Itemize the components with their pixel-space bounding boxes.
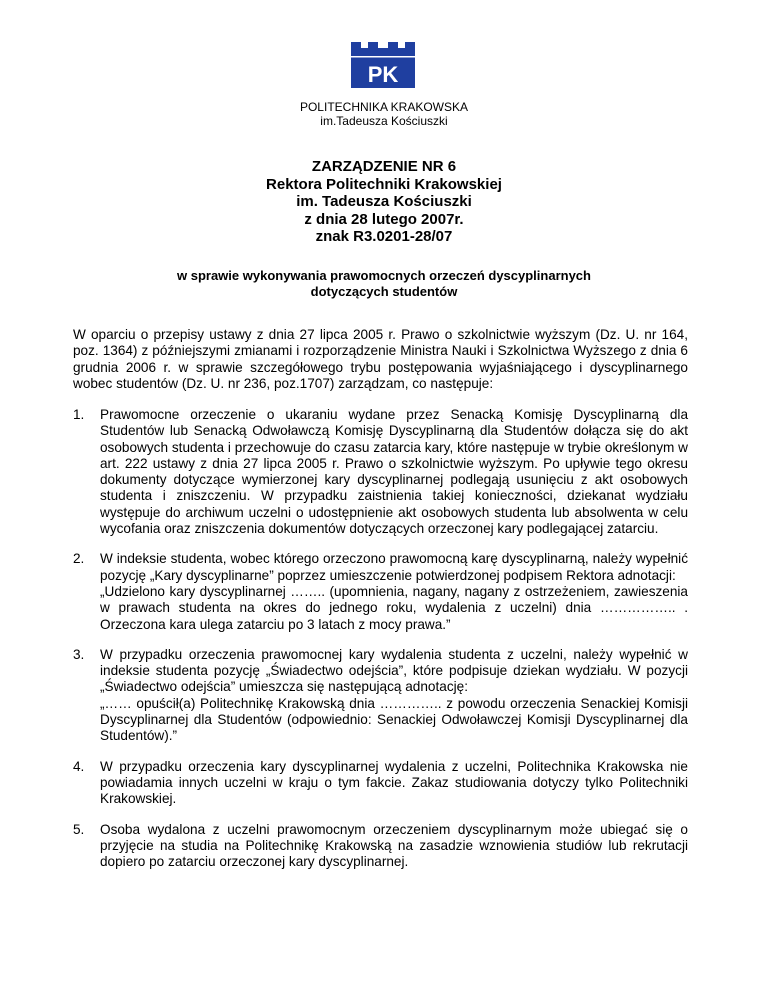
item-number: 2. xyxy=(73,551,85,567)
subject-line: w sprawie wykonywania prawomocnych orzeczeń dyscyplinarnych xyxy=(177,268,591,283)
title-line: znak R3.0201-28/07 xyxy=(315,228,453,245)
item-number: 3. xyxy=(73,646,85,662)
regulation-list xyxy=(73,407,688,884)
item-text: W indeksie studenta, wobec którego orzeczono prawomocną karę dyscyplinarną, należy wypełnić pozycję „Kary dyscyplinarne” poprzez umieszczenie potwierdzonej podpisem Rektora adnotacji: xyxy=(100,551,688,583)
university-logo xyxy=(349,42,417,90)
item-number: 5. xyxy=(73,821,85,837)
subject-line: dotyczących studentów xyxy=(310,283,458,299)
intro-paragraph: W oparciu o przepisy ustawy z dnia 27 lipca 2005 r. Prawo o szkolnictwie wyższym (Dz. U. nr 164, poz. 1364) z późniejszymi zmianami i rozporządzenie Ministra Nauki i Szkolnictwa Wyższego z dnia 6 grudnia 2006 r. w sprawie szczegółowego trybu postępowania wyjaśniającego i dyscyplinarnego wobec studentów (Dz. U. nr 236, poz.1707) zarządzam, co następuje: xyxy=(73,327,688,391)
list-item xyxy=(73,647,688,745)
item-number: 1. xyxy=(73,407,85,422)
item-text: W przypadku orzeczenia kary dyscyplinarnej wydalenia z uczelni, Politechnika Krakowska nie powiadamia innych uczelni w kraju o tym fakcie. Zakaz studiowania dotyczy tylko Politechniki Krakowskiej. xyxy=(100,758,688,807)
document-title xyxy=(0,158,768,246)
list-item xyxy=(73,551,688,632)
title-line: Rektora Politechniki Krakowskiej xyxy=(266,175,502,193)
item-quote: „Udzielono kary dyscyplinarnej …….. (upomnienia, nagany, nagany z ostrzeżeniem, zawieszenia w prawach studenta na okres do jednego roku, wydalenia z uczelni) dnia …………….. . Orzeczona kara ulega zatarciu po 3 latach z mocy prawa.” xyxy=(100,583,688,632)
list-item xyxy=(73,759,688,808)
item-quote: „…… opuścił(a) Politechnikę Krakowską dnia ………….. z powodu orzeczenia Senackiej Komisji Dyscyplinarnej dla Studentów (odpowiednio: Senackiej Odwoławczej Komisji Dyscyplinarnej dla Studentów).” xyxy=(100,695,688,744)
list-item xyxy=(73,407,688,537)
item-text: Prawomocne orzeczenie o ukaraniu wydane przez Senacką Komisję Dyscyplinarną dla Studentów lub Senacką Odwoławczą Komisję Dyscyplinarną dla Studentów dołącza się do akt osobowych studenta i przechowuje do czasu zatarcia kary, które następuje w trybie określonym w art. 222 ustawy z dnia 27 lipca 2005 r. Prawo o szkolnictwie wyższym. Po upływie tego okresu dokumenty dotyczące wymierzonej kary dyscyplinarnej podlegają usunięciu z akt osobowych studenta i zniszczeniu. W przypadku zaistnienia takiej konieczności, dziekanat wydziału występuje do archiwum uczelni o udostępnienie akt osobowych studenta lub absolwenta w celu wycofania oraz zniszczenia dokumentów dotyczących orzeczonej kary podlegającej zatarciu. xyxy=(100,407,688,537)
title-line: ZARZĄDZENIE NR 6 xyxy=(311,158,457,175)
title-line: im. Tadeusza Kościuszki xyxy=(296,193,472,210)
university-patron: im.Tadeusza Kościuszki xyxy=(320,114,448,128)
document-subject xyxy=(0,268,768,299)
item-number: 4. xyxy=(73,758,85,774)
logo-letters: PK xyxy=(367,62,399,87)
item-text: W przypadku orzeczenia prawomocnej kary wydalenia studenta z uczelni, należy wypełnić w indeksie studenta pozycję „Świadectwo odejścia”, które podpisuje dziekan wydziału. W pozycji „Świadectwo odejścia” umieszcza się następującą adnotację: xyxy=(100,646,688,695)
title-line: z dnia 28 lutego 2007r. xyxy=(304,210,464,228)
university-name: POLITECHNIKA KRAKOWSKA xyxy=(299,100,469,114)
list-item xyxy=(73,822,688,871)
item-text: Osoba wydalona z uczelni prawomocnym orzeczeniem dyscyplinarnym może ubiegać się o przyjęcie na studia na Politechnikę Krakowską na zasadzie wznowienia studiów lub rekrutacji dopiero po zatarciu orzeczonej kary dyscyplinarnej. xyxy=(100,821,688,870)
